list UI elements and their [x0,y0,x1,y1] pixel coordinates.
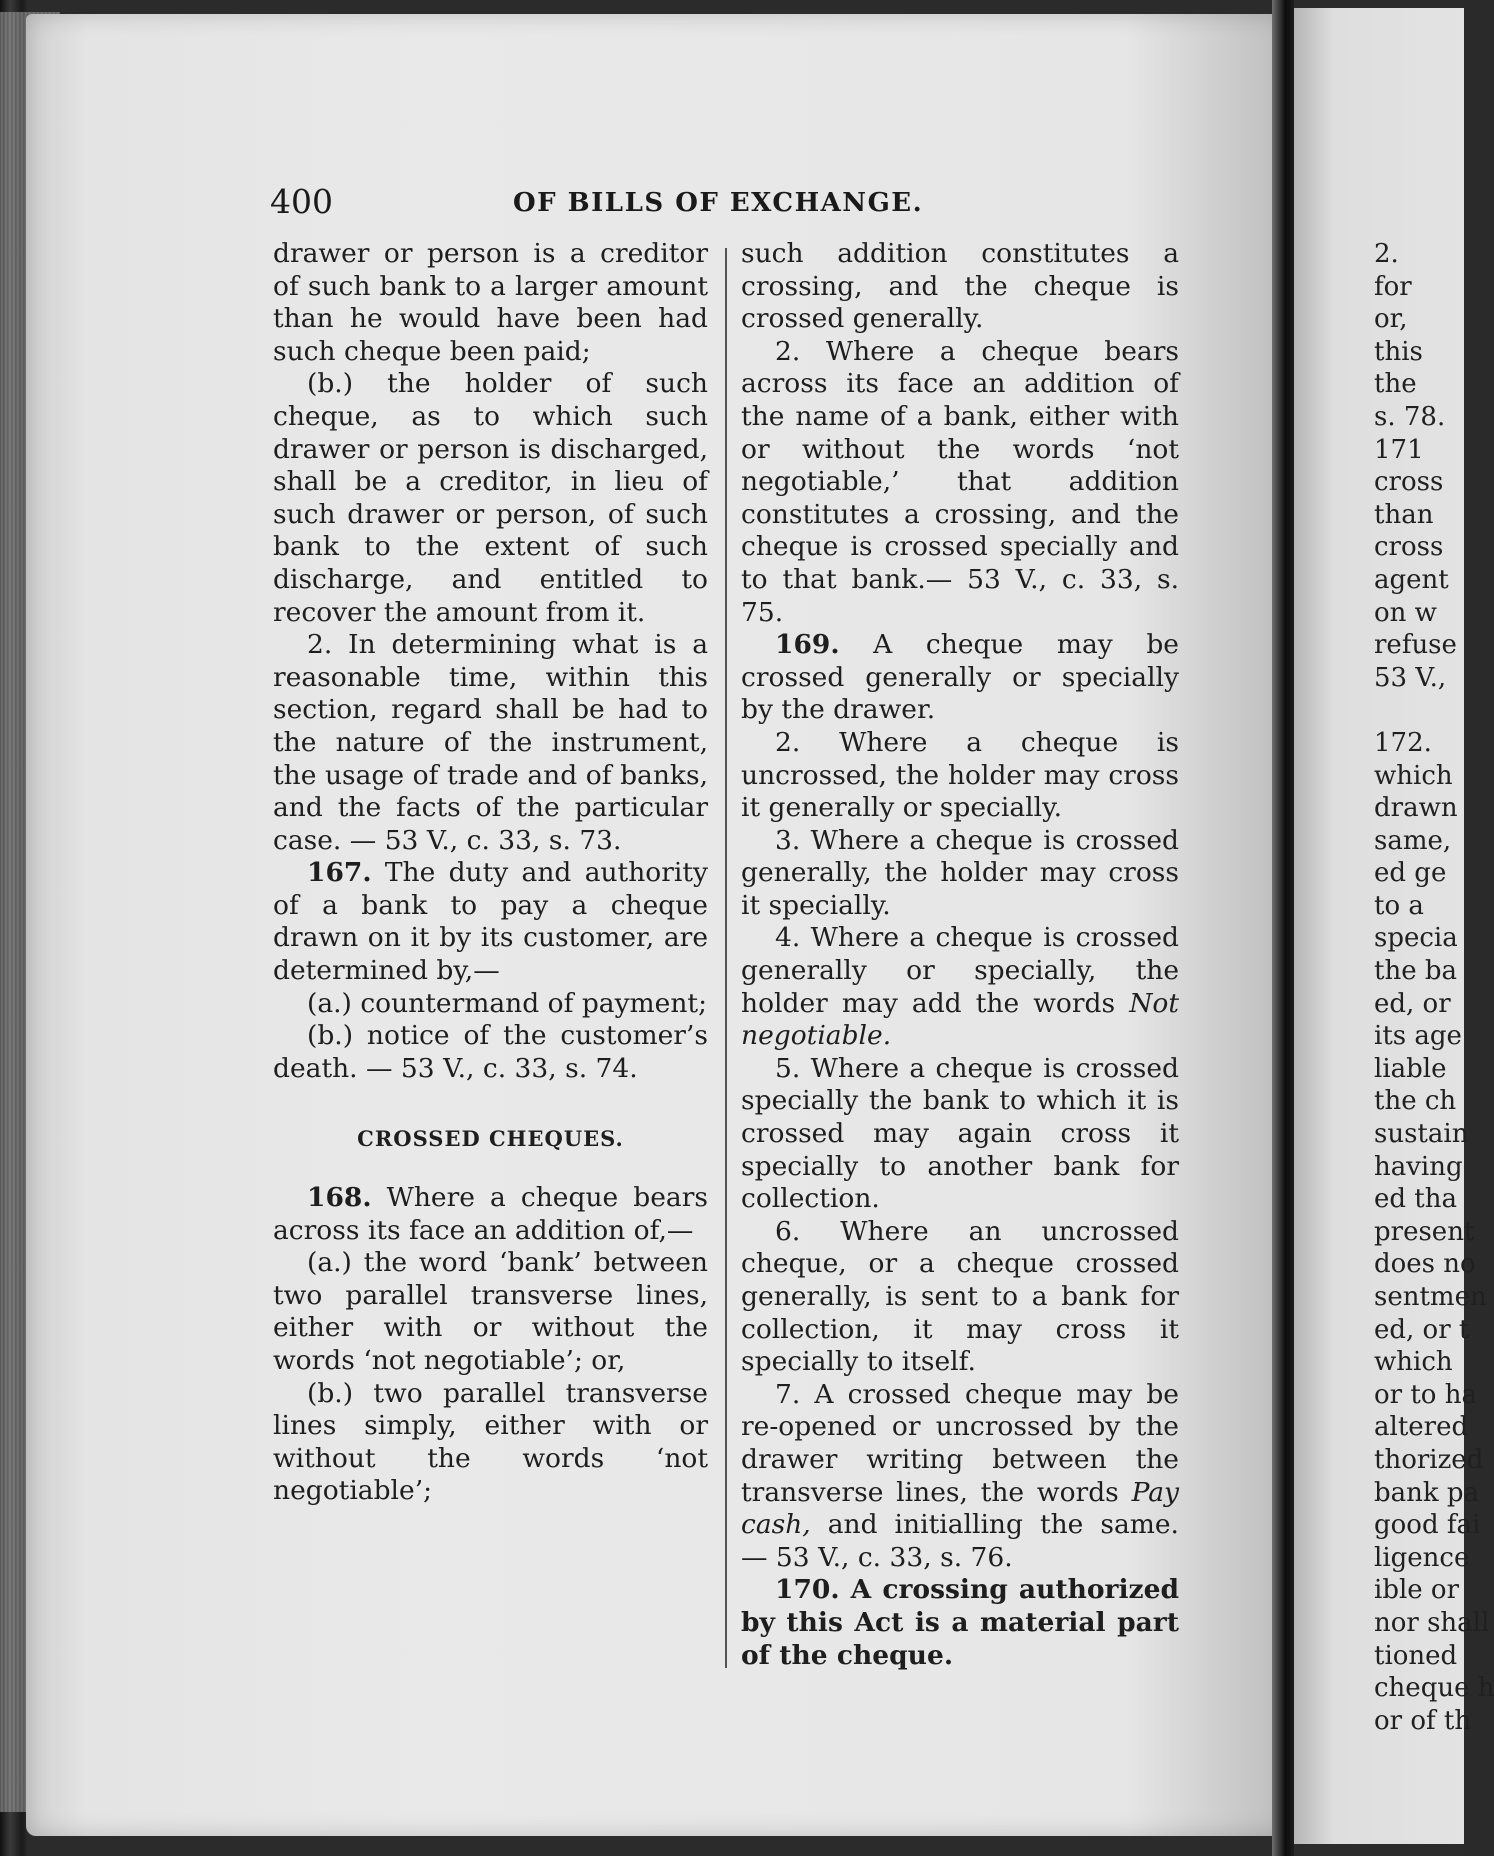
fragment-line: 53 V., [1374,662,1447,693]
fragment-line: bank pa [1374,1477,1480,1508]
fragment-line: cross [1374,532,1444,563]
fragment-line: which [1374,1347,1453,1378]
paragraph: (b.) the holder of such cheque, as to which such drawer or person is discharged, shall be a creditor, in lieu of such drawer or person, of such bank to the extent of such discharge, and entitled to recover the amount from it. [273,368,708,628]
section-170 [741,1574,1179,1672]
fragment-line: refuse [1374,630,1457,661]
fragment-line: cross [1374,467,1444,498]
section-number: 167. [307,857,372,889]
paragraph-text: 4. Where a cheque is crossed generally or specially, the holder may add the words [741,922,1179,1019]
fragment-line: for [1374,271,1412,302]
fragment-line: or, [1374,304,1408,335]
section-heading: CROSSED CHEQUES. [357,1126,624,1152]
fragment-line: drawn [1374,793,1458,824]
fragment-line: 2. [1374,239,1399,269]
paragraph: 2. Where a cheque is uncrossed, the holder may cross it generally or specially. [741,726,1179,824]
running-title: OF BILLS OF EXCHANGE. [513,188,924,218]
fragment-line: the ch [1374,1086,1457,1117]
fragment-line: specia [1374,923,1458,954]
left-column [273,238,708,1508]
fragment-line: than [1374,499,1434,530]
fragment-line: on w [1374,597,1437,628]
section-167 [273,857,708,987]
fragment-line: sustain [1374,1119,1469,1150]
fragment-line: the ba [1374,956,1457,987]
paragraph: (b.) two parallel transverse lines simply, either with or without the words ‘not negotiable’; [273,1377,708,1507]
middle-column [741,238,1179,1672]
paragraph: (a.) countermand of payment; [307,987,708,1019]
paragraph: (a.) the word ‘bank’ between two parallel transverse lines, either with or without the words ‘not negotiable’; or, [273,1247,708,1376]
fragment-line: sentmen [1374,1282,1487,1312]
fragment-line: to a [1374,890,1424,921]
paragraph: (b.) notice of the customer’s death. — 53 V., c. 33, s. 74. [273,1020,708,1084]
fragment-line: altered [1374,1412,1469,1443]
paragraph: drawer or person is a creditor of such bank to a larger amount than he would have been had such cheque been paid; [273,238,708,367]
book-gutter [1272,0,1294,1856]
fragment-line: ed ge [1374,858,1447,889]
fragment-line: the [1374,369,1417,400]
fragment-line: ed tha [1374,1184,1457,1215]
right-page-column-fragment [1374,238,1494,1737]
paragraph [741,1379,1179,1575]
fragment-line: present [1374,1216,1475,1247]
paragraph: such addition constitutes a crossing, and the cheque is crossed generally. [741,238,1179,335]
paragraph: 2. Where a cheque bears across its face an addition of the name of a bank, either with or without the words ‘not negotiable,’ that addition constitutes a crossing, and the cheque is crossed specially and to that bank.— 53 V., c. 33, s. 75. [741,335,1179,628]
paragraph: 5. Where a cheque is crossed specially the bank to which it is crossed may again cross it specially to another bank for collection. [741,1052,1179,1215]
fragment-line: cheque h [1374,1673,1494,1704]
section-number: 168. [307,1182,372,1214]
page-number: 400 [270,182,333,221]
fragment-line: same, [1374,825,1452,856]
fragment-line: which [1374,760,1453,791]
fragment-line: does no [1374,1249,1476,1280]
fragment-line: ed, or [1374,988,1451,1019]
section-text: A crossing authorized by this Act is a material part of the cheque. [741,1574,1179,1671]
fragment-line: this [1374,336,1423,367]
section-text: Where a cheque bears across its face an addition of,— [273,1182,708,1246]
fragment-line: ed, or t [1374,1314,1470,1345]
fragment-line: tioned [1374,1640,1458,1671]
fragment-line: ible or [1374,1575,1460,1606]
emphasis: Not negotiable. [741,987,1179,1052]
emphasis: Pay cash, [741,1476,1179,1541]
fragment-line: 172. [1374,727,1432,758]
paragraph [741,922,1179,1052]
section-text: The duty and authority of a bank to pay a cheque drawn on it by its customer, are determined by,— [273,857,708,987]
section-number: 169. [775,629,840,661]
column-divider [725,248,727,1668]
fragment-line: liable [1374,1053,1447,1084]
section-168 [273,1182,708,1247]
fragment-line: ligence [1374,1542,1470,1573]
section-text: A cheque may be crossed generally or specially by the drawer. [741,629,1179,726]
paragraph: 6. Where an uncrossed cheque, or a cheque crossed generally, is sent to a bank for collection, it may cross it specially to itself. [741,1215,1179,1378]
fragment-line: agent [1374,564,1449,595]
fragment-line: or to ha [1374,1379,1477,1410]
fragment-line: having [1374,1151,1463,1182]
fragment-line: its age [1374,1021,1462,1052]
section-number: 170. [775,1574,840,1606]
fragment-line: nor shall [1374,1607,1490,1638]
fragment-line: good fai [1374,1510,1481,1541]
fragment-line: or of th [1374,1705,1472,1736]
paragraph: 3. Where a cheque is crossed generally, the holder may cross it specially. [741,824,1179,921]
paragraph: 2. In determining what is a reasonable time, within this section, regard shall be had to the nature of the instrument, the usage of trade and of banks, and the facts of the particular case. — 53 V., c. 33, s. 73. [273,629,708,856]
paragraph-text: 7. A crossed cheque may be re-opened or uncrossed by the drawer writing between the transverse lines, the words [741,1378,1179,1508]
fragment-line: 171 [1374,434,1424,465]
fragment-line: thorized [1374,1444,1484,1475]
fragment-line: s. 78. [1374,401,1446,432]
section-169 [741,629,1179,727]
fragment-line [1374,694,1464,727]
paragraph-text: and initialling the same. — 53 V., c. 33, s. 76. [741,1509,1179,1573]
